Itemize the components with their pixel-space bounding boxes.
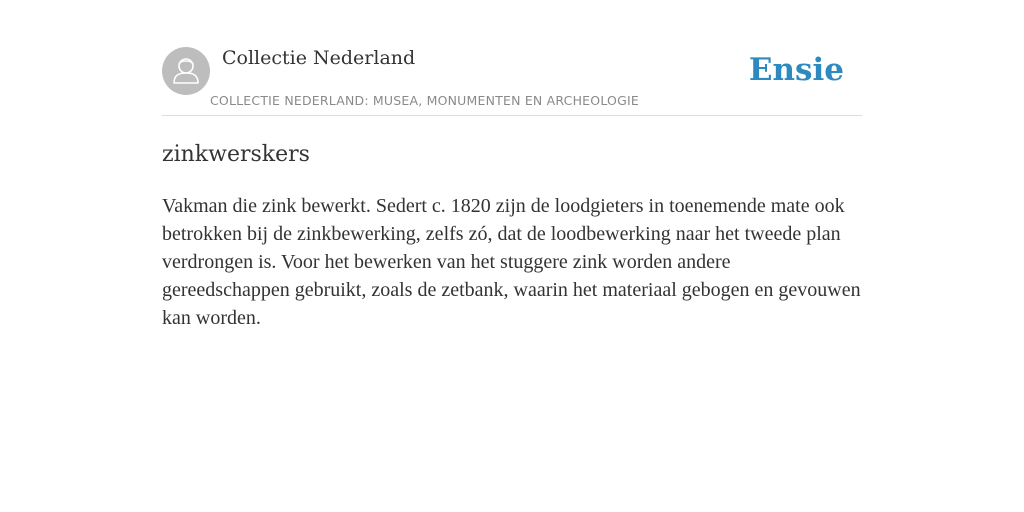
entry-definition: Vakman die zink bewerkt. Sedert c. 1820 zijn de loodgieters in toenemende mate ook betrokken bij de zinkbewerking, zelfs zó, dat de loodbewerking naar het tweede plan verdrongen is. Voor het bewerken van het stuggere zink worden andere gereedschappen gebruikt, zoals de zetbank, waarin het materiaal gebogen en gevouwen kan worden. <box>162 195 861 329</box>
entry-card <box>162 0 862 329</box>
ensie-logo[interactable]: Ensie <box>748 52 844 88</box>
author-avatar[interactable] <box>162 47 210 95</box>
entry-header <box>162 0 862 116</box>
entry-term: zinkwerskers <box>162 142 310 167</box>
source-label[interactable]: COLLECTIE NEDERLAND: MUSEA, MONUMENTEN EN ARCHEOLOGIE <box>210 93 639 108</box>
author-name[interactable]: Collectie Nederland <box>222 47 416 69</box>
